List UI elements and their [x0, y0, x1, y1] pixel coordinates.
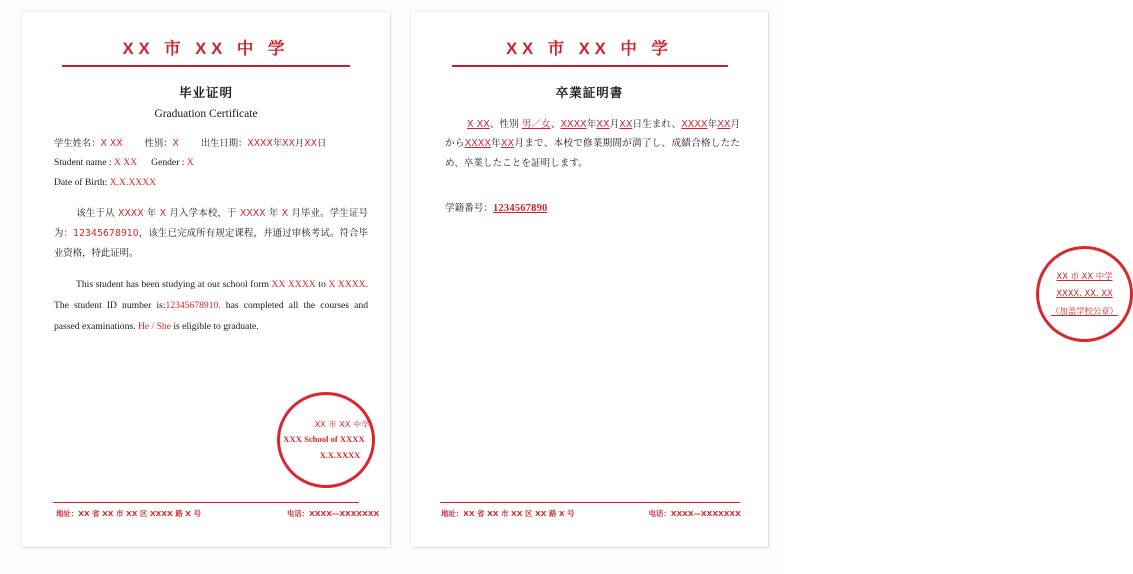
en-pronoun-field: He / She [137, 320, 171, 332]
footer-divider-rule [53, 502, 359, 503]
document-footer-left [22, 502, 390, 519]
footer-address: 地址：XX 省 XX 市 XX 区 XXXX 路 X 号 [56, 509, 201, 518]
document-body-left [22, 134, 390, 337]
jp-birth-month: XX [596, 118, 610, 130]
jp-student-name: X XX [467, 118, 490, 130]
seal-date: X.X.XXXX [319, 450, 361, 460]
school-seal-stamp-left [277, 392, 375, 488]
dob-day-unit-cn: 日 [316, 137, 327, 149]
page-content-right [411, 12, 1118, 547]
document-header-left [22, 12, 390, 120]
footer-contact-row-jp [411, 508, 768, 519]
jp-grad-year: XXXX [464, 138, 491, 150]
certificate-paragraph-english [54, 275, 368, 337]
jp-birth-year: XXXX [560, 118, 587, 130]
student-name-value-cn: X XX [100, 137, 123, 149]
page-subtitle: Graduation Certificate [154, 107, 258, 120]
dob-month-unit-cn: 月 [294, 137, 305, 149]
gender-label-en: Gender : [151, 156, 185, 168]
school-name-heading: XX 市 XX 中 学 [122, 40, 290, 58]
document-footer-right [411, 502, 768, 519]
jp-text-2: 、 [550, 118, 561, 130]
en-grad-date: X XXXX [328, 279, 366, 291]
certificate-paragraph-chinese [54, 204, 368, 263]
student-id-value-jp: 1234567890 [492, 202, 548, 214]
cn-text-6: ，该生已完成所有规定课程，并通过审核考试。符合毕业资格，特此证明。 [54, 227, 368, 259]
dob-label-en: Date of Birth: [54, 176, 108, 188]
seal-school-name-en: XXX School of XXXX [283, 433, 365, 444]
seal-note-jp: （加盖学校公章） [1051, 305, 1118, 316]
jp-birth-day: XX [619, 118, 633, 130]
document-header-right [411, 12, 768, 101]
student-name-label-en: Student name : [54, 156, 112, 168]
school-seal-stamp-right [1036, 246, 1133, 342]
header-divider-rule-jp [452, 65, 728, 67]
jp-grad-month: XX [501, 138, 515, 150]
jp-enroll-month: XX [717, 118, 731, 130]
cn-grad-year: XXXX [239, 208, 266, 220]
certificate-paragraph-japanese [445, 115, 740, 174]
jp-text-1: 、性別 [489, 118, 522, 130]
date-of-birth-row-english [54, 173, 368, 193]
student-id-row-jp [445, 200, 740, 214]
certificate-page-chinese-english[interactable] [22, 12, 390, 547]
cn-text-2: 年 [143, 208, 160, 220]
en-text-1: This student has been studying at our school form [76, 279, 272, 291]
dob-year-unit-cn: 年 [272, 137, 283, 149]
cn-text-3: 月入学本校，于 [166, 208, 240, 220]
dob-year-value-cn: XXXX [247, 137, 273, 149]
footer-divider-rule-jp [440, 502, 740, 503]
student-info-row-chinese [54, 134, 368, 153]
jp-enroll-year: XXXX [681, 118, 708, 130]
jp-gender-field: 男／女 [521, 118, 551, 130]
footer-phone-jp: 电话：XXXX—XXXXXXX [648, 509, 741, 518]
footer-phone: 电话：XXXX—XXXXXXX [286, 509, 380, 518]
page-title: 毕业证明 [178, 84, 233, 100]
footer-contact-row [22, 508, 390, 519]
cn-enroll-month: X [159, 208, 167, 220]
dob-value-en: X.X.XXXX [109, 176, 157, 188]
en-text-5: is eligible to graduate. [170, 320, 259, 332]
school-name-heading-jp: XX 市 XX 中 学 [506, 40, 673, 58]
en-enroll-date: XX XXXX [271, 279, 316, 291]
en-text-2: to [315, 279, 329, 291]
certificate-page-japanese[interactable] [411, 12, 1118, 547]
cn-enroll-year: XXXX [117, 208, 144, 220]
page-content-left [22, 12, 390, 547]
gender-label-cn: 性别： [144, 137, 173, 149]
gender-value-en: X [186, 156, 194, 168]
en-student-id: 12345678910. [165, 300, 221, 312]
jp-text-8: 年 [490, 138, 502, 150]
seal-school-name-cn: XX 市 XX 中学 [314, 418, 370, 429]
cn-text-1: 该生于从 [76, 208, 118, 220]
jp-text-3: 年 [586, 118, 597, 130]
student-name-value-en: X XX [113, 156, 138, 168]
cn-text-4: 年 [265, 208, 282, 220]
jp-text-4: 月 [609, 118, 620, 130]
footer-address-jp: 地址：XX 省 XX 市 XX 区 XX 路 X 号 [441, 509, 575, 518]
seal-date-jp: XXXX. XX. XX [1056, 288, 1113, 299]
student-id-label-jp: 学籍番号： [445, 202, 493, 214]
dob-day-value-cn: XX [304, 137, 317, 149]
jp-text-5: 日生まれ、 [632, 118, 682, 130]
en-text-3: . The student ID number is: [54, 279, 369, 312]
en-text-4: has completed all the courses and passed examinations. [54, 300, 368, 332]
cn-student-id: 12345678910 [73, 227, 139, 239]
student-name-label-cn: 学生姓名： [54, 137, 101, 149]
gender-value-cn: X [172, 137, 179, 149]
jp-text-6: 年 [707, 118, 718, 130]
header-divider-rule [62, 65, 350, 67]
page-title-jp: 卒業証明書 [555, 84, 624, 100]
student-info-row-english [54, 153, 368, 173]
cn-grad-month: X [281, 208, 289, 220]
cn-text-5: 月毕业。学生证号为： [54, 208, 368, 239]
jp-text-9: 月まで、本校で修業期間が満了し、成績合格したため、卒業したことを証明します。 [445, 138, 740, 170]
dob-label-cn: 出生日期： [200, 137, 248, 149]
jp-text-7: 月から [445, 118, 741, 150]
document-body-right [411, 115, 768, 214]
dob-month-value-cn: XX [282, 137, 295, 149]
seal-school-name-jp: XX 市 XX 中学 [1056, 270, 1113, 281]
